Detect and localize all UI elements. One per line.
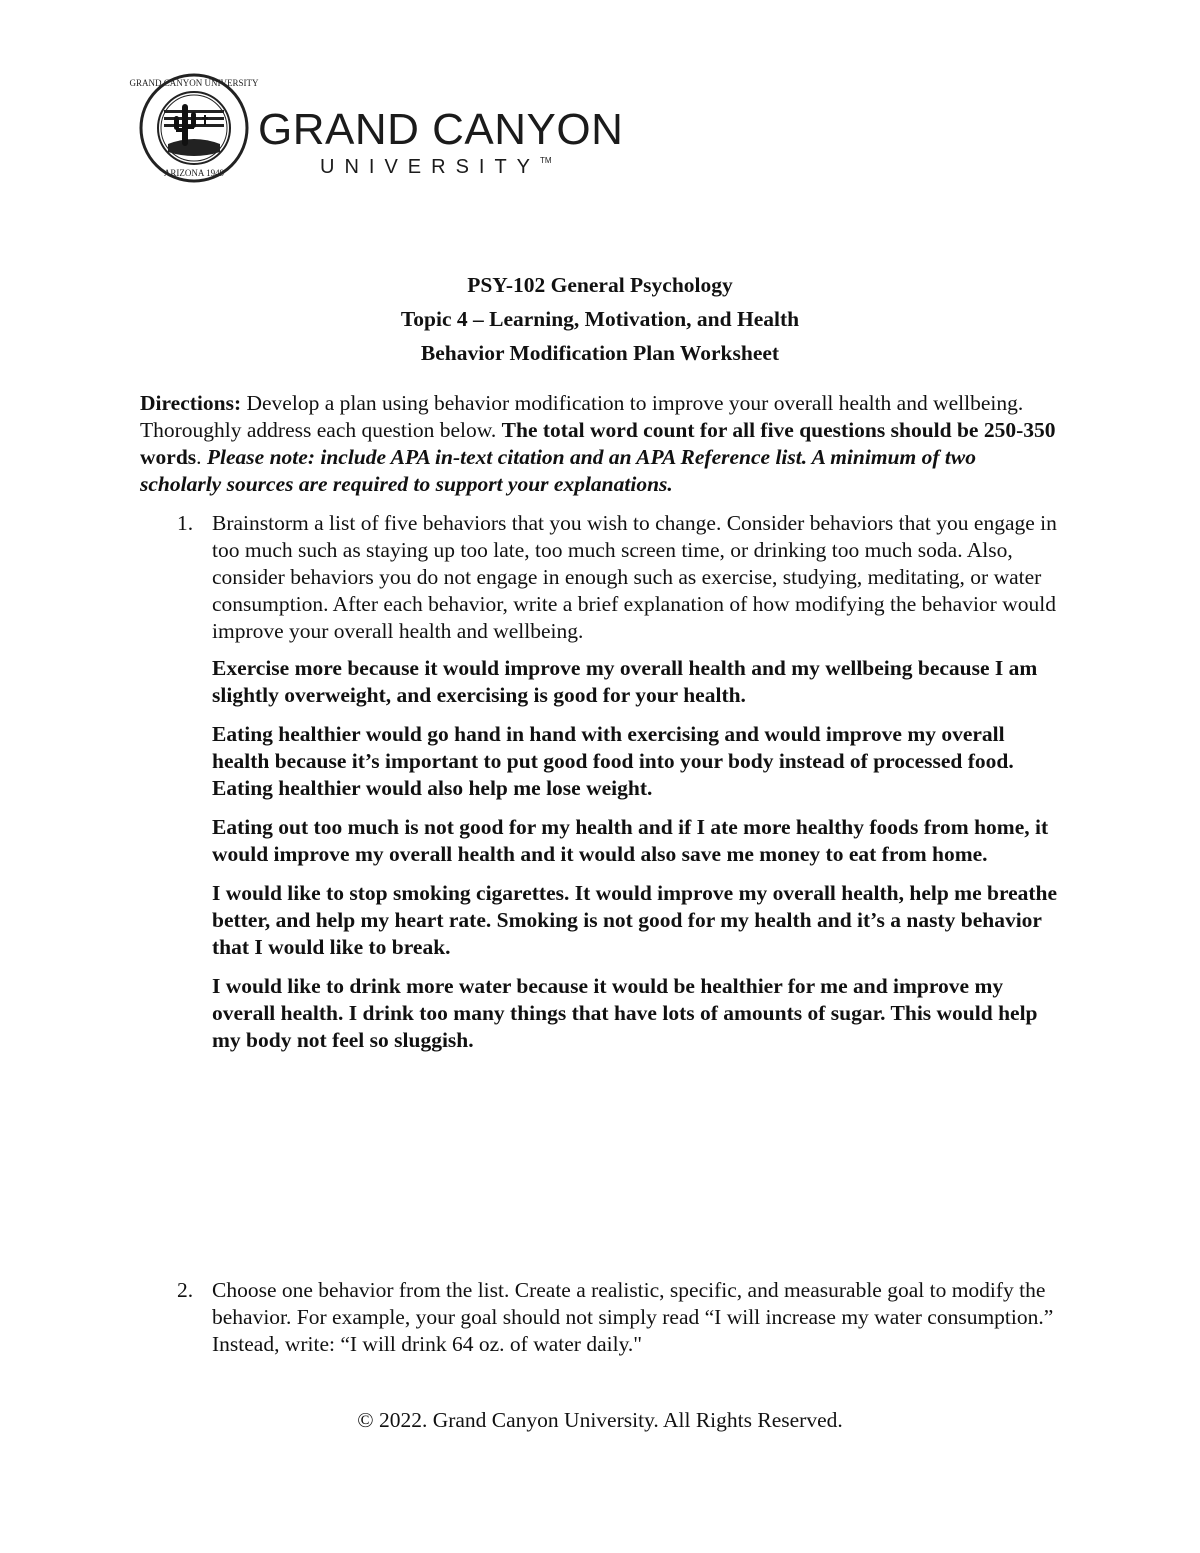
directions-text: Develop a plan using behavior modification to improve your overall health and wellbeing. Thoroughly address each question below. xyxy=(140,391,1024,442)
answer-item: I would like to drink more water because it would be healthier for me and improve my overall health. I drink too many things that have lots of amounts of sugar. This would help my body not feel so sluggish. xyxy=(212,974,1038,1052)
directions-apa-note: Please note: include APA in-text citation and an APA Reference list. A minimum of two scholarly sources are required to support your explanations. xyxy=(140,445,976,496)
worksheet-title: Behavior Modification Plan Worksheet xyxy=(420,341,780,365)
copyright-footer: © 2022. Grand Canyon University. All Rights Reserved. xyxy=(357,1408,843,1432)
question-number: 2. xyxy=(177,1278,194,1302)
gcu-seal-icon xyxy=(129,72,259,184)
answer-item: Eating healthier would go hand in hand with exercising and would improve my overall health because it’s important to put good food into your body instead of processed food. Eating healthier would also help me lose weight. xyxy=(212,722,1014,800)
logo-sub: UNIVERSITY™ xyxy=(320,156,552,178)
answer-item: Exercise more because it would improve my overall health and my wellbeing because I am slightly overweight, and exercising is good for your health. xyxy=(212,656,1038,707)
document-title-block xyxy=(0,268,1200,370)
question-number: 1. xyxy=(177,511,194,535)
course-title: PSY-102 General Psychology xyxy=(467,273,733,297)
topic-title: Topic 4 – Learning, Motivation, and Health xyxy=(400,307,800,331)
svg-text:ARIZONA 1949: ARIZONA 1949 xyxy=(163,168,225,178)
question-2 xyxy=(140,1277,1060,1358)
question-text: Brainstorm a list of five behaviors that you wish to change. Consider behaviors that you engage in too much such as staying up too late, too much screen time, or drinking too much soda. Also, consider behaviors you do not engage in enough such as exercise, studying, meditating, or water consumption. After each behavior, write a brief explanation of how modifying the behavior would improve your overall health and wellbeing. xyxy=(212,511,1057,643)
logo-wordmark xyxy=(258,105,624,179)
university-logo xyxy=(129,72,624,184)
answer-item: Eating out too much is not good for my health and if I ate more healthy foods from home, it would improve my overall health and it would also save me money to eat from home. xyxy=(212,815,1049,866)
logo-name: GRAND CANYON xyxy=(258,105,624,154)
directions-label: Directions: xyxy=(140,391,242,415)
question-2-block xyxy=(140,1277,1060,1368)
question-text: Choose one behavior from the list. Create a realistic, specific, and measurable goal to modify the behavior. For example, your goal should not simply read “I will increase my water consumption.” Instead, write: “I will drink 64 oz. of water daily." xyxy=(212,1278,1054,1356)
svg-text:GRAND CANYON UNIVERSITY: GRAND CANYON UNIVERSITY xyxy=(129,78,259,88)
question-1 xyxy=(140,510,1060,645)
answer-item: I would like to stop smoking cigarettes. It would improve my overall health, help me breathe better, and help my heart rate. Smoking is not good for my health and it’s a nasty behavior that I would like to break. xyxy=(212,881,1058,959)
directions-word-count: The total word count for all five questions should be 250-350 words xyxy=(140,418,1056,469)
worksheet-body xyxy=(140,390,1060,1066)
directions-paragraph: Directions: Develop a plan using behavior modification to improve your overall health and wellbeing. Thoroughly address each question below. The total word count for all five questions should be 250-350 words. Please note: include APA in-text citation and an APA Reference list. A minimum of two scholarly sources are required to support your explanations. xyxy=(140,391,1056,496)
trademark-mark: TM xyxy=(540,156,552,165)
